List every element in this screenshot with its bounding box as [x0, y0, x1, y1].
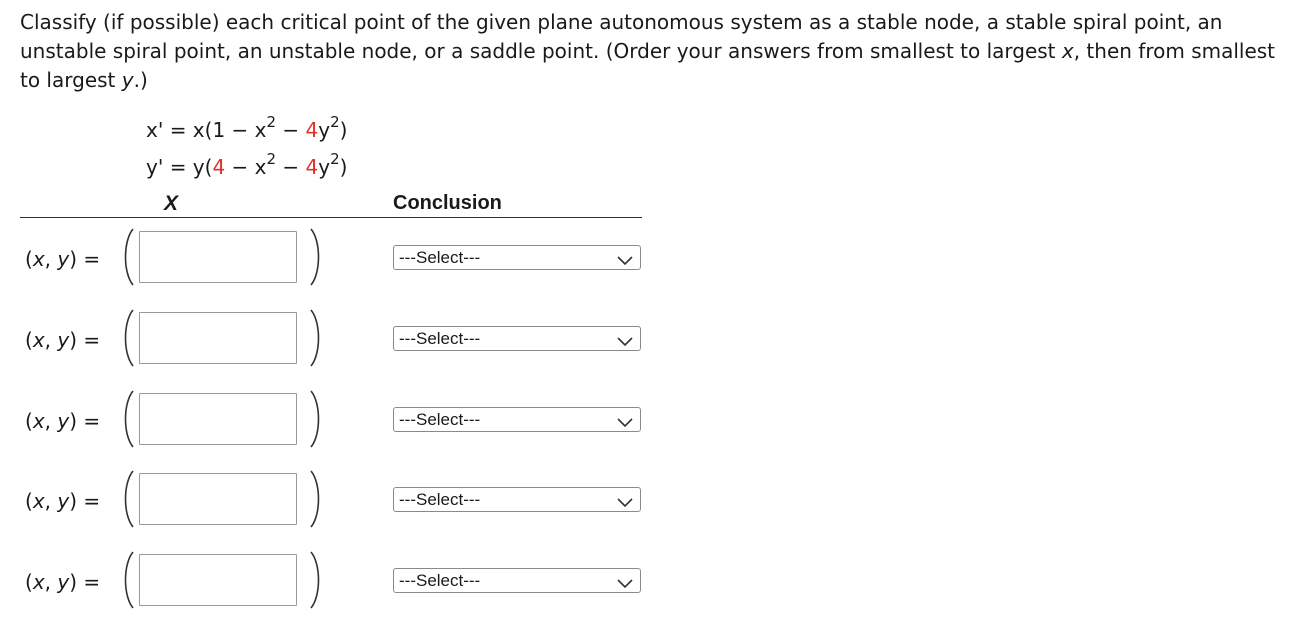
left-paren: [120, 227, 136, 287]
point-label: (x, y) =: [25, 409, 101, 433]
prompt-var-y: y: [121, 68, 134, 92]
red-coefficient: 4: [305, 155, 319, 179]
question-prompt: [20, 8, 1290, 95]
equation-y-prime: $y' = y(4 - x^2 - 4y^2)$: [146, 150, 348, 179]
chevron-down-icon: [617, 252, 633, 264]
chevron-down-icon: [617, 333, 633, 345]
conclusion-select-value: ---Select---: [399, 490, 481, 509]
chevron-down-icon: [617, 494, 633, 506]
red-constant: 4: [212, 155, 226, 179]
header-divider: [20, 217, 642, 218]
point-label: (x, y) =: [25, 570, 101, 594]
conclusion-select-value: ---Select---: [399, 329, 481, 348]
right-paren: [308, 308, 324, 368]
critical-point-input[interactable]: [139, 554, 297, 606]
conclusion-select-value: ---Select---: [399, 571, 481, 590]
conclusion-select[interactable]: [393, 487, 641, 512]
chevron-down-icon: [617, 414, 633, 426]
critical-point-input[interactable]: [139, 473, 297, 525]
right-paren: [308, 227, 324, 287]
prompt-text: Classify (if possible) each critical point of the given plane autonomous system as a stable node, a stable spiral point, an unstable spiral point, an unstable node, or a saddle point. (Order your answers from smallest to largest: [20, 10, 1223, 63]
left-paren: [120, 469, 136, 529]
left-paren: [120, 308, 136, 368]
critical-point-input[interactable]: [139, 231, 297, 283]
conclusion-select-value: ---Select---: [399, 248, 481, 267]
critical-point-row: [0, 550, 660, 610]
left-paren: [120, 550, 136, 610]
conclusion-select[interactable]: [393, 568, 641, 593]
red-coefficient: 4: [305, 118, 319, 142]
critical-point-row: [0, 389, 660, 449]
prompt-var-x: x: [1061, 39, 1074, 63]
right-paren: [308, 389, 324, 449]
critical-point-input[interactable]: [139, 312, 297, 364]
column-header-x: X: [164, 192, 179, 215]
right-paren: [308, 550, 324, 610]
right-paren: [308, 469, 324, 529]
column-header-conclusion: Conclusion: [393, 192, 502, 214]
critical-point-row: [0, 469, 660, 529]
conclusion-select-value: ---Select---: [399, 410, 481, 429]
conclusion-select[interactable]: [393, 245, 641, 270]
equation-x-prime: $x' = x(1 - x^2 - 4y^2)$: [146, 113, 348, 142]
critical-point-row: [0, 227, 660, 287]
prompt-text-3: .): [133, 68, 148, 92]
critical-point-input[interactable]: [139, 393, 297, 445]
conclusion-select[interactable]: [393, 326, 641, 351]
left-paren: [120, 389, 136, 449]
prompt-text-2: , then from smallest to largest: [20, 39, 1276, 92]
point-label: (x, y) =: [25, 328, 101, 352]
chevron-down-icon: [617, 575, 633, 587]
point-label: (x, y) =: [25, 489, 101, 513]
conclusion-select[interactable]: [393, 407, 641, 432]
critical-point-row: [0, 308, 660, 368]
point-label: (x, y) =: [25, 247, 101, 271]
